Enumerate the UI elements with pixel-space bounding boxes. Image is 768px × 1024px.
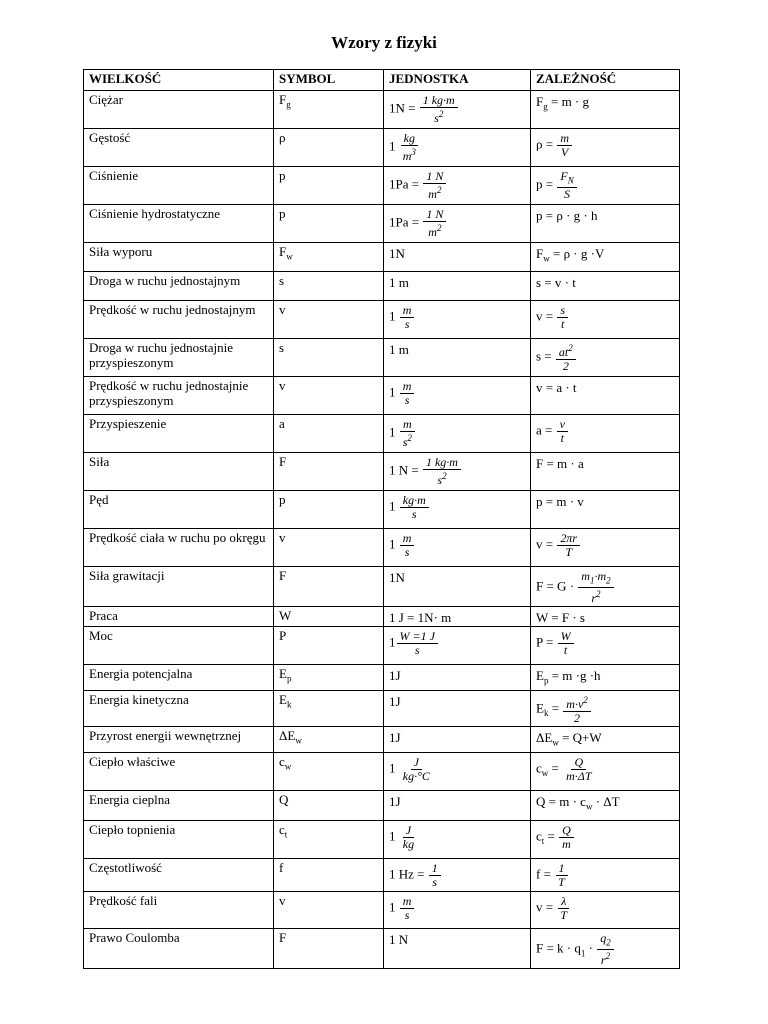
cell-unit: 1 $\frac{m}{s}$ bbox=[384, 891, 531, 928]
cell-relation: $F_w = \rho \cdot g \cdot V$ bbox=[531, 243, 680, 272]
cell-relation: $\Delta E_w = Q+W$ bbox=[531, 726, 680, 752]
cell-unit: 1 $\frac{kg\cdot m}{s}$ bbox=[384, 491, 531, 529]
table-header-row bbox=[84, 70, 680, 91]
cell-quantity: Ciężar bbox=[84, 91, 274, 129]
cell-quantity: Gęstość bbox=[84, 129, 274, 167]
cell-symbol: $F_g$ bbox=[274, 91, 384, 129]
column-header-relation: ZALEŻNOŚĆ bbox=[531, 70, 680, 91]
column-header-symbol: SYMBOL bbox=[274, 70, 384, 91]
page-title: Wzory z fizyki bbox=[331, 33, 437, 52]
cell-relation: v = $\frac{2\pi r}{T}$ bbox=[531, 529, 680, 567]
cell-relation: f = $\frac{1}{T}$ bbox=[531, 858, 680, 891]
cell-unit: 1 $\frac{kg}{m^3}$ bbox=[384, 129, 531, 167]
table-row bbox=[84, 129, 680, 167]
cell-symbol: W bbox=[274, 607, 384, 627]
cell-symbol: s bbox=[274, 339, 384, 377]
cell-relation: v = $\frac{\lambda}{T}$ bbox=[531, 891, 680, 928]
cell-quantity: Prędkość w ruchu jednostajnie przyspieszonym bbox=[84, 377, 274, 415]
cell-quantity: Energia potencjalna bbox=[84, 665, 274, 691]
cell-symbol: p bbox=[274, 491, 384, 529]
cell-symbol: p bbox=[274, 167, 384, 205]
table-row bbox=[84, 665, 680, 691]
cell-symbol: v bbox=[274, 377, 384, 415]
cell-symbol: Q bbox=[274, 790, 384, 820]
cell-symbol: s bbox=[274, 272, 384, 301]
cell-relation: W = F · s bbox=[531, 607, 680, 627]
column-header-quantity: WIELKOŚĆ bbox=[84, 70, 274, 91]
cell-unit: 1 $\frac{W =1 J}{s}$ bbox=[384, 627, 531, 665]
cell-unit: 1 Hz = $\frac{1}{s}$ bbox=[384, 858, 531, 891]
cell-unit: 1 $\frac{m}{s}$ bbox=[384, 529, 531, 567]
table-row bbox=[84, 377, 680, 415]
cell-unit: 1 $\frac{J}{kg\cdot^\circ C}$ bbox=[384, 752, 531, 790]
column-header-unit: JEDNOSTKA bbox=[384, 70, 531, 91]
cell-symbol: v bbox=[274, 891, 384, 928]
table-row bbox=[84, 529, 680, 567]
table-row bbox=[84, 820, 680, 858]
cell-relation: F = G · $\frac{m_1\cdot m_2}{r^2}$ bbox=[531, 567, 680, 607]
cell-relation: s = v · t bbox=[531, 272, 680, 301]
cell-unit: 1J bbox=[384, 726, 531, 752]
cell-relation: s = $\frac{at^2}{2}$ bbox=[531, 339, 680, 377]
cell-relation: v = a · t bbox=[531, 377, 680, 415]
cell-symbol: $E_k$ bbox=[274, 690, 384, 726]
cell-quantity: Ciśnienie hydrostatyczne bbox=[84, 205, 274, 243]
table-body bbox=[84, 91, 680, 969]
cell-relation: p = $\frac{F_N}{S}$ bbox=[531, 167, 680, 205]
cell-unit: 1 m bbox=[384, 339, 531, 377]
cell-relation: $E_p = m \cdot g \cdot h$ bbox=[531, 665, 680, 691]
cell-quantity: Prędkość fali bbox=[84, 891, 274, 928]
cell-relation: p = m · v bbox=[531, 491, 680, 529]
cell-quantity: Praca bbox=[84, 607, 274, 627]
cell-quantity: Częstotliwość bbox=[84, 858, 274, 891]
table-row bbox=[84, 858, 680, 891]
cell-symbol: $F_w$ bbox=[274, 243, 384, 272]
cell-unit: 1N bbox=[384, 243, 531, 272]
cell-quantity: Prawo Coulomba bbox=[84, 928, 274, 968]
cell-quantity: Ciśnienie bbox=[84, 167, 274, 205]
table-row bbox=[84, 205, 680, 243]
cell-symbol: $\Delta E_w$ bbox=[274, 726, 384, 752]
cell-symbol: F bbox=[274, 928, 384, 968]
cell-symbol: v bbox=[274, 301, 384, 339]
cell-quantity: Prędkość w ruchu jednostajnym bbox=[84, 301, 274, 339]
table-row bbox=[84, 891, 680, 928]
cell-symbol: f bbox=[274, 858, 384, 891]
cell-unit: 1 $\frac{J}{kg}$ bbox=[384, 820, 531, 858]
cell-relation: p = ρ · g · h bbox=[531, 205, 680, 243]
cell-quantity: Energia cieplna bbox=[84, 790, 274, 820]
cell-unit: 1N = $\frac{1 kg\cdot m}{s^2}$ bbox=[384, 91, 531, 129]
cell-relation: $c_t$ = $\frac{Q}{m}$ bbox=[531, 820, 680, 858]
cell-quantity: Przyrost energii wewnętrznej bbox=[84, 726, 274, 752]
cell-quantity: Moc bbox=[84, 627, 274, 665]
cell-unit: 1 $\frac{m}{s^2}$ bbox=[384, 415, 531, 453]
cell-symbol: ρ bbox=[274, 129, 384, 167]
cell-unit: 1 J = 1N· m bbox=[384, 607, 531, 627]
cell-symbol: v bbox=[274, 529, 384, 567]
cell-relation: P = $\frac{W}{t}$ bbox=[531, 627, 680, 665]
cell-quantity: Pęd bbox=[84, 491, 274, 529]
cell-quantity: Ciepło topnienia bbox=[84, 820, 274, 858]
cell-relation: F = m · a bbox=[531, 453, 680, 491]
cell-relation: $c_w$ = $\frac{Q}{m\cdot\Delta T}$ bbox=[531, 752, 680, 790]
cell-symbol: F bbox=[274, 567, 384, 607]
cell-quantity: Droga w ruchu jednostajnie przyspieszonym bbox=[84, 339, 274, 377]
cell-quantity: Siła bbox=[84, 453, 274, 491]
cell-symbol: $E_p$ bbox=[274, 665, 384, 691]
cell-unit: 1 $\frac{m}{s}$ bbox=[384, 377, 531, 415]
cell-quantity: Prędkość ciała w ruchu po okręgu bbox=[84, 529, 274, 567]
cell-symbol: a bbox=[274, 415, 384, 453]
cell-quantity: Siła grawitacji bbox=[84, 567, 274, 607]
cell-quantity: Energia kinetyczna bbox=[84, 690, 274, 726]
cell-relation: $F_g = m \cdot g$ bbox=[531, 91, 680, 129]
table-row bbox=[84, 453, 680, 491]
cell-relation: a = $\frac{v}{t}$ bbox=[531, 415, 680, 453]
table-row bbox=[84, 567, 680, 607]
cell-relation: v = $\frac{s}{t}$ bbox=[531, 301, 680, 339]
cell-unit: 1 m bbox=[384, 272, 531, 301]
cell-unit: 1J bbox=[384, 665, 531, 691]
table-row bbox=[84, 790, 680, 820]
table-row bbox=[84, 415, 680, 453]
physics-formulas-table bbox=[83, 69, 680, 969]
cell-quantity: Siła wyporu bbox=[84, 243, 274, 272]
cell-relation: $F = k \cdot q_1$ · $\frac{q_2}{r^2}$ bbox=[531, 928, 680, 968]
cell-symbol: $c_w$ bbox=[274, 752, 384, 790]
table-row bbox=[84, 627, 680, 665]
table-row bbox=[84, 726, 680, 752]
cell-unit: 1N bbox=[384, 567, 531, 607]
cell-relation: ρ = $\frac{m}{V}$ bbox=[531, 129, 680, 167]
cell-unit: 1J bbox=[384, 790, 531, 820]
cell-quantity: Przyspieszenie bbox=[84, 415, 274, 453]
cell-unit: 1 $\frac{m}{s}$ bbox=[384, 301, 531, 339]
table-row bbox=[84, 607, 680, 627]
table-row bbox=[84, 752, 680, 790]
cell-symbol: $c_t$ bbox=[274, 820, 384, 858]
cell-unit: 1Pa = $\frac{1 N}{m^2}$ bbox=[384, 167, 531, 205]
cell-symbol: P bbox=[274, 627, 384, 665]
table-row bbox=[84, 91, 680, 129]
table-row bbox=[84, 491, 680, 529]
cell-symbol: F bbox=[274, 453, 384, 491]
table-row bbox=[84, 272, 680, 301]
cell-unit: 1 N bbox=[384, 928, 531, 968]
table-row bbox=[84, 928, 680, 968]
table-row bbox=[84, 167, 680, 205]
cell-unit: 1J bbox=[384, 690, 531, 726]
table-row bbox=[84, 339, 680, 377]
cell-quantity: Ciepło właściwe bbox=[84, 752, 274, 790]
cell-symbol: p bbox=[274, 205, 384, 243]
cell-relation: $Q = m \cdot c_w \cdot \Delta T$ bbox=[531, 790, 680, 820]
table-row bbox=[84, 301, 680, 339]
cell-unit: 1 N = $\frac{1 kg\cdot m}{s^2}$ bbox=[384, 453, 531, 491]
cell-quantity: Droga w ruchu jednostajnym bbox=[84, 272, 274, 301]
cell-unit: 1Pa = $\frac{1 N}{m^2}$ bbox=[384, 205, 531, 243]
table-row bbox=[84, 690, 680, 726]
table-row bbox=[84, 243, 680, 272]
cell-relation: $E_k$ = $\frac{m\cdot v^2}{2}$ bbox=[531, 690, 680, 726]
